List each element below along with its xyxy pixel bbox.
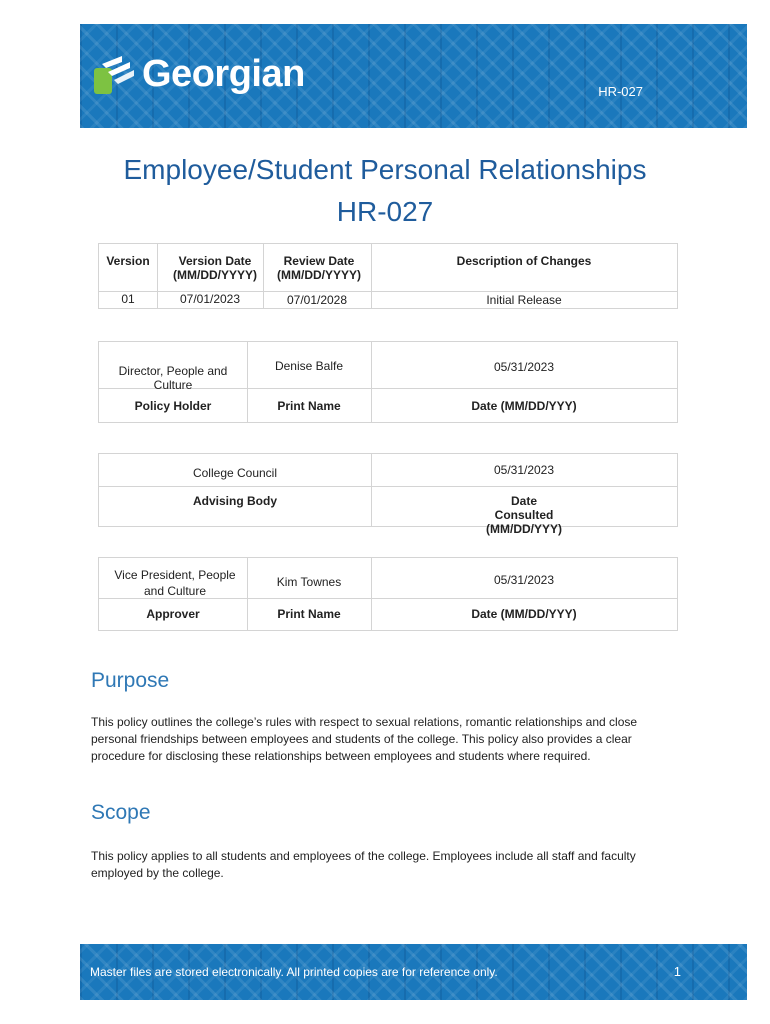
policy-holder-title: Director, People and Culture: [118, 364, 228, 392]
approver-print-name-label: Print Name: [277, 607, 341, 621]
scope-heading: Scope: [91, 801, 151, 824]
policy-holder-label: Policy Holder: [134, 399, 212, 413]
approver-table: [98, 557, 678, 631]
approver-name: Kim Townes: [276, 575, 342, 589]
advising-body-value: College Council: [192, 466, 278, 480]
approver-date-label: Date (MM/DD/YYY): [471, 607, 577, 621]
advising-body-label: Advising Body: [192, 494, 277, 508]
header-banner: [80, 24, 747, 128]
georgian-logo-mark-icon: [92, 52, 136, 96]
version-table: [98, 243, 678, 309]
brand-name: Georgian: [142, 52, 305, 95]
page-title: Employee/Student Personal Relationships: [123, 154, 647, 185]
print-name-label: Print Name: [277, 399, 341, 413]
scope-text: This policy applies to all students and employees of the college. Employees include all staff and faculty employed by the college.: [91, 849, 636, 880]
version-header: Version: [106, 254, 150, 268]
version-date-header: Version Date (MM/DD/YYYY): [173, 254, 257, 282]
purpose-text: This policy outlines the college’s rules with respect to sexual relations, romantic relationships and close personal friendships between employees and students of the college. This policy also provides a clear procedure for disclosing these relationships between employees and students where required.: [91, 715, 638, 763]
description-value: Initial Release: [486, 293, 562, 307]
date-label: Date (MM/DD/YYY): [471, 399, 577, 413]
date-consulted-label: Date Consulted (MM/DD/YYY): [486, 494, 562, 536]
purpose-heading: Purpose: [91, 669, 170, 692]
page-subtitle: HR-027: [336, 196, 434, 227]
policy-holder-name: Denise Balfe: [274, 359, 344, 373]
header-doc-code: HR-027: [598, 84, 643, 99]
version-value: 01: [121, 292, 135, 306]
footer-note: Master files are stored electronically. All printed copies are for reference only.: [90, 965, 498, 979]
approver-label: Approver: [146, 607, 200, 621]
review-date-value: 07/01/2028: [286, 293, 348, 307]
approver-title: Vice President, People and Culture: [114, 568, 236, 598]
footer-banner: [80, 944, 747, 1000]
version-date-value: 07/01/2023: [179, 292, 241, 306]
policy-holder-date: 05/31/2023: [493, 360, 555, 374]
page-number: 1: [673, 964, 681, 979]
review-date-header: Review Date (MM/DD/YYYY): [277, 254, 361, 282]
approver-date: 05/31/2023: [493, 573, 555, 587]
advising-date-value: 05/31/2023: [493, 463, 555, 477]
georgian-logo: [92, 52, 305, 96]
policy-holder-table: [98, 341, 678, 423]
description-header: Description of Changes: [456, 254, 592, 268]
advising-body-table: [98, 453, 678, 536]
